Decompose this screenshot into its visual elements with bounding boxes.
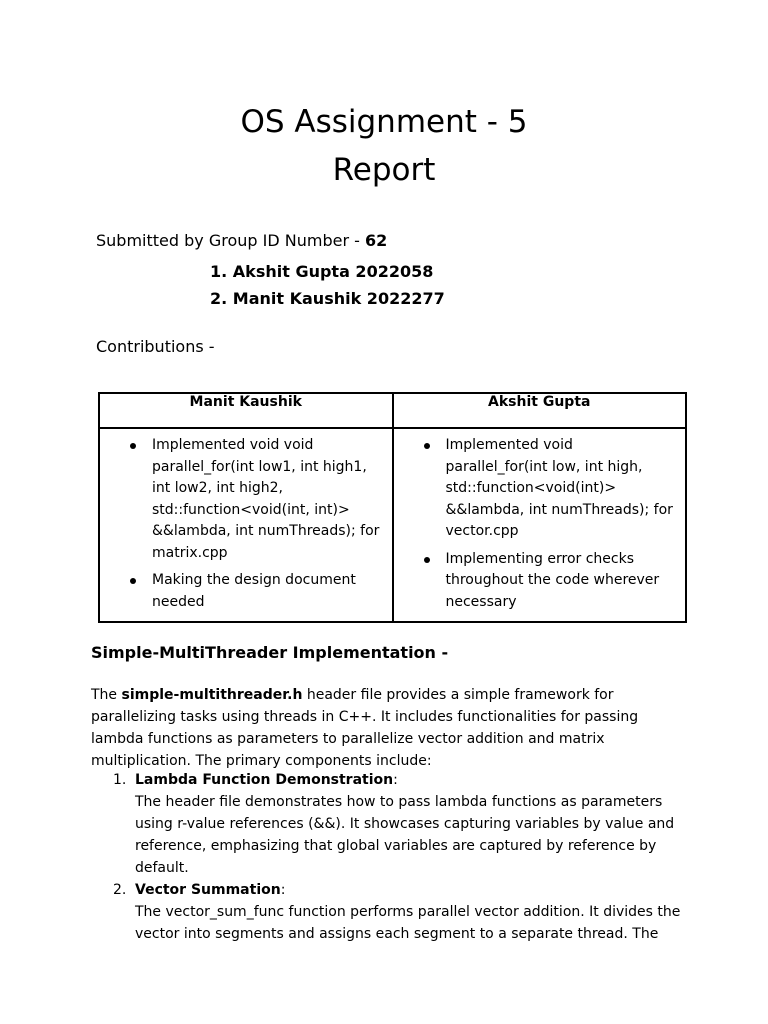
intro-paragraph [91,684,691,772]
member-number: 2. [210,289,228,308]
list-item [152,435,382,564]
submitted-by-line [96,231,387,251]
item-heading-line [135,769,691,791]
bullet-icon [130,443,136,449]
member-name: Manit Kaushik 2022277 [232,289,445,308]
item-colon: : [280,882,286,898]
contributions-label: Contributions - [96,337,215,356]
list-item-text: Implemented void void parallel_for(int low1, int high1, int low2, int high2, std::function<void(int, int)> &&lambda, int numThreads); for matrix.cpp [152,437,380,561]
member-number: 1. [210,262,228,281]
list-item-text: Making the design document needed [152,572,356,610]
intro-bold: simple-multithreader.h [121,687,303,703]
component-list [91,769,691,945]
document-title [0,98,768,194]
item-heading: Lambda Function Demonstration [135,772,394,788]
submitted-prefix: Submitted by Group ID Number - [96,231,365,250]
table-cell [99,428,393,622]
table-header-cell: Akshit Gupta [393,393,687,428]
member-item [210,285,445,312]
item-number: 2. [113,882,127,898]
intro-pre: The [91,687,122,703]
bullet-icon [130,578,136,584]
item-colon: : [393,772,398,788]
bullet-icon [424,443,430,449]
item-number: 1. [113,772,127,788]
table-cell [393,428,687,622]
list-item-text: Implemented void parallel_for(int low, int high, std::function<void(int)> &&lambda, int numThreads); for vector.cpp [445,437,673,539]
list-item [152,570,382,613]
section-heading: Simple-MultiThreader Implementation - [91,643,449,662]
item-heading-line [135,879,691,901]
contributions-table [98,392,687,623]
list-item [91,879,691,945]
bullet-list [110,435,382,613]
item-body: The vector_sum_func function performs parallel vector addition. It divides the vector into segments and assigns each segment to a separate thread. The [135,904,681,942]
title-line-1: OS Assignment - 5 [240,104,528,140]
member-name: Akshit Gupta 2022058 [232,262,434,281]
list-item [446,549,676,614]
table-header-row [99,393,686,428]
table-row [99,428,686,622]
member-item [210,258,445,285]
table-header-cell: Manit Kaushik [99,393,393,428]
intro-post: header file provides a simple framework for parallelizing tasks using threads in C++. It includes functionalities for passing lambda functions as parameters to parallelize vector addition and matrix multiplication. The primary components include: [91,687,639,769]
bullet-icon [424,557,430,563]
list-item [91,769,691,879]
list-item-text: Implementing error checks throughout the code wherever necessary [445,550,660,610]
title-line-2: Report [332,152,436,188]
list-item [446,435,676,543]
bullet-list [404,435,676,613]
group-id: 62 [364,231,388,250]
member-list [210,258,445,312]
item-body: The header file demonstrates how to pass lambda functions as parameters using r-value references (&&). It showcases capturing variables by value and reference, emphasizing that global variables are captured by reference by default. [135,794,675,876]
item-heading: Vector Summation [135,882,281,898]
